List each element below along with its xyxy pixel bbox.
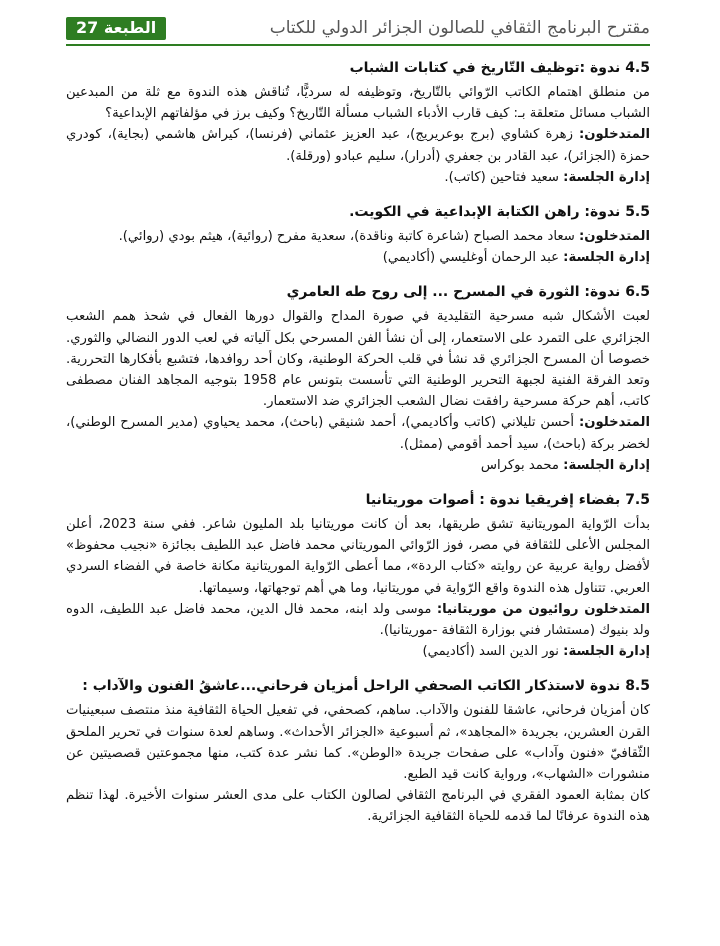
- moderator-label: إدارة الجلسة:: [563, 457, 650, 473]
- speakers-list: أحسن تليلاني (كاتب وأكاديمي)، أحمد شنيقي (باحث)، محمد يحياوي (مدير المسرح الوطني)، لخضر بركة (باحث)، سيد أحمد أقومي (ممثل).: [66, 415, 650, 452]
- moderator-name: سعيد فتاحين (كاتب).: [444, 169, 559, 185]
- speakers-label: المتدخلون:: [579, 127, 650, 143]
- section-title: 4.5 ندوة :توظيف التّاريخ في كتابات الشباب: [349, 60, 650, 76]
- section-title: 6.5 ندوة: الثورة في المسرح ... إلى روح طه العامري: [286, 284, 650, 301]
- speakers-line: [66, 412, 650, 454]
- page-header: [66, 14, 650, 42]
- section-paragraph: لعبت الأشكال شبه مسرحية التقليدية في صورة المداح والقوال دورها الفعال في شحذ همم الشعب الجزائري على التمرد على الاستعمار، إلى أن نشأ الفن المسرحي بكل آلياته في لعب الدور النضالي والثوري. خصوصا أن المسرح الجزائري قد نشأ في قلب الحركة الوطنية، وكان أحد روافدها، فتشبع بأفكارها التحررية. وتعد الفرقة الفنية لجبهة التحرير الوطنية التي تأسست بتونس عام 1958 بتوجيه المجاهد الفنان مصطفى كاتب، أهم حركة مسرحية رافقت نضال الشعب الجزائري ضد الاستعمار.: [66, 309, 650, 410]
- section-paragraph: بدأت الرّواية الموريتانية تشق طريقها، بعد أن كانت موريتانيا بلد المليون شاعر. ففي سنة 2023، أعلن المجلس الأعلى للثقافة في مصر، فوز الرّوائي الموريتاني محمد فاضل عبد اللطيف بجائزة «نجيب محفوظ» لأفضل رواية عربية عن روايته «كتاب الردة»، مما أعطى الرّواية الموريتانية مكانة خاصة في الفضاء السردي العربي. تتناول هذه الندوة واقع الرّواية في موريتانيا، وما هي أهم توجهاتها، وسيماتها.: [66, 517, 650, 596]
- section-title: 8.5 ندوة لاستذكار الكاتب الصحفي الراحل أمزيان فرحاني...عاشقُ الفنون والآداب :: [82, 678, 650, 695]
- header-title: مقترح البرنامج الثقافي للصالون الجزائر الدولي للكتاب: [269, 18, 650, 38]
- section-paragraph: كان بمثابة العمود الفقري في البرنامج الثقافي لصالون الكتاب على مدى العشر سنوات الأخيرة. لهذا تنظم هذه الندوة عرفانًا لما قدمه للحياة الثقافية الجزائرية.: [66, 788, 650, 825]
- section-s75: [66, 490, 650, 662]
- section-s45: [66, 58, 650, 188]
- section-s55: [66, 202, 650, 268]
- moderator-label: إدارة الجلسة:: [563, 250, 650, 266]
- speakers-line: [66, 124, 650, 166]
- moderator-name: نور الدين السد (أكاديمي): [422, 644, 559, 660]
- speakers-list: زهرة كشاوي (برج بوعريريج)، عبد العزيز عثماني (فرنسا)، كيراش هاشمي (بجاية)، كودري حمزة (الجزائر)، عبد القادر بن جعفري (أدرار)، سليم عبادو (ورقلة).: [66, 127, 650, 164]
- section-paragraph: كان أمزيان فرحاني، عاشقا للفنون والآداب. ساهم، كصحفي، في تفعيل الحياة الثقافية منذ منتصف سبعينيات القرن العشرين، بجريدة «المجاهد»، ثم أسبوعية «الجزائر الأحداث». وساهم لعدة سنوات في تحرير الملحق الثّقافيّ «فنون وآداب» على صفحات جريدة «الوطن». كما نشر عدة كتب، منها مجموعتين قصصيتين عن منشورات «الشهاب»، ورواية كانت قيد الطبع.: [66, 703, 650, 783]
- speakers-line: [66, 226, 650, 247]
- moderator-line: [66, 247, 650, 268]
- header-divider: [66, 44, 650, 46]
- section-title: 5.5 ندوة: راهن الكتابة الإبداعية في الكويت.: [349, 204, 650, 221]
- moderator-line: [66, 167, 650, 188]
- main-content: [66, 58, 650, 938]
- moderator-label: إدارة الجلسة:: [563, 169, 650, 185]
- moderator-label: إدارة الجلسة:: [563, 644, 650, 660]
- section-s65: [66, 282, 650, 476]
- section-title: 7.5 بفضاء إفريقيا ندوة : أصوات موريتانيا: [365, 492, 650, 509]
- speakers-label: المتدخلون روائيون من موريتانيا:: [436, 601, 650, 617]
- edition-badge: الطبعة 27: [66, 17, 166, 40]
- speakers-list: موسى ولد ابنه، محمد فال الدين، محمد فاضل عبد اللطيف، الدوه ولد بنيوك (مستشار فني بوزارة الثقافة -موريتانيا).: [66, 601, 650, 639]
- speakers-list: سعاد محمد الصباح (شاعرة كاتبة وناقدة)، سعدية مفرح (روائية)، هيثم بودي (روائي).: [118, 229, 575, 245]
- moderator-name: محمد بوكراس: [480, 457, 559, 473]
- moderator-name: عبد الرحمان أوغليسي (أكاديمي): [382, 250, 559, 266]
- moderator-line: [66, 641, 650, 662]
- moderator-line: [66, 455, 650, 476]
- speakers-line: [66, 599, 650, 641]
- section-s85: [66, 676, 650, 827]
- section-paragraph: من منطلق اهتمام الكاتب الرّوائي بالتّاريخ، وتوظيفه له سرديًّا، تُناقش هذه الندوة مع ثلة من المبدعين الشباب مسائل متعلقة بـ: كيف قارب الأدباء الشباب مسألة التّاريخ؟ وكيف برز في مؤلفاتهم الإبداعية؟: [66, 85, 650, 122]
- speakers-label: المتدخلون:: [579, 229, 650, 245]
- speakers-label: المتدخلون:: [579, 415, 650, 431]
